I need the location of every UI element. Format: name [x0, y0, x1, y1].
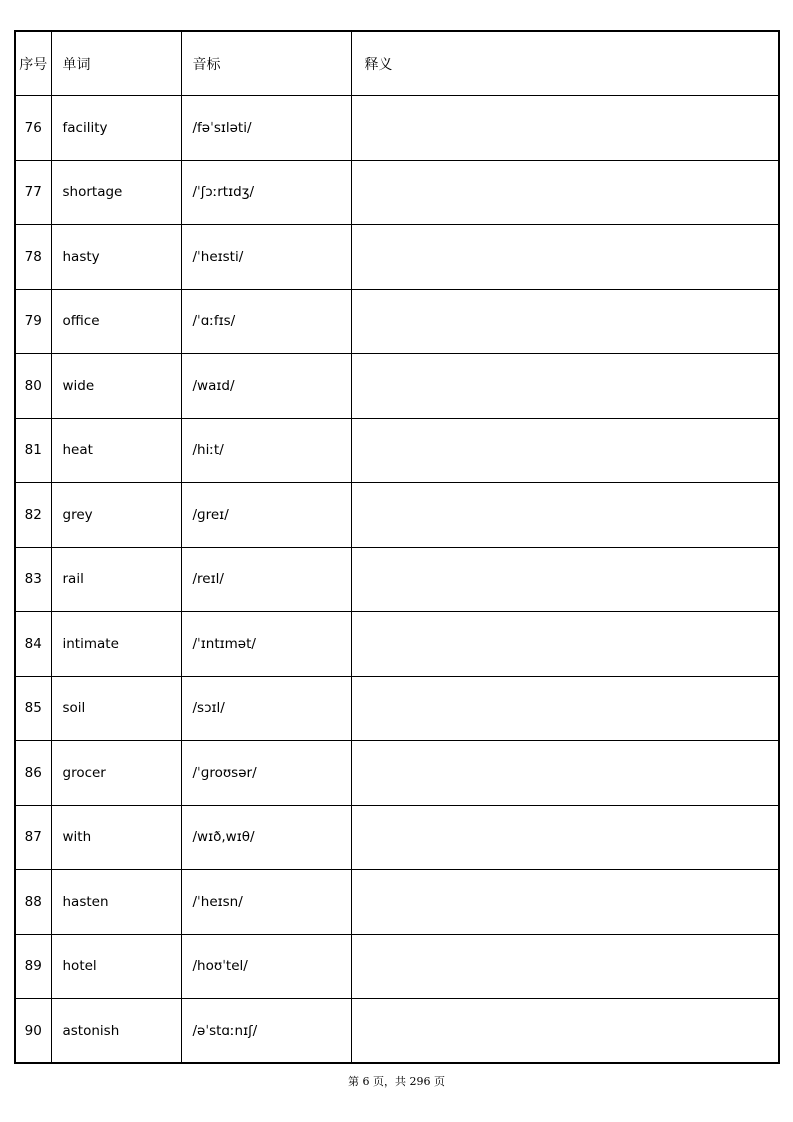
word-definition	[351, 805, 779, 870]
word-number: 90	[15, 999, 51, 1064]
table-row	[15, 289, 779, 354]
word-text: grey	[51, 483, 181, 548]
word-number: 76	[15, 96, 51, 161]
word-text: heat	[51, 418, 181, 483]
word-text: hasten	[51, 870, 181, 935]
word-definition	[351, 741, 779, 806]
word-phonetic: /əˈstɑːnɪʃ/	[181, 999, 351, 1064]
word-phonetic: /ˈɪntɪmət/	[181, 612, 351, 677]
word-definition	[351, 612, 779, 677]
table-row	[15, 676, 779, 741]
word-text: facility	[51, 96, 181, 161]
word-number: 77	[15, 160, 51, 225]
word-phonetic: /ɡreɪ/	[181, 483, 351, 548]
word-definition	[351, 354, 779, 419]
word-phonetic: /ˈʃɔːrtɪdʒ/	[181, 160, 351, 225]
word-text: office	[51, 289, 181, 354]
word-number: 85	[15, 676, 51, 741]
table-row	[15, 160, 779, 225]
table-row	[15, 741, 779, 806]
word-text: soil	[51, 676, 181, 741]
table-row	[15, 805, 779, 870]
table-row	[15, 612, 779, 677]
word-text: shortage	[51, 160, 181, 225]
word-definition	[351, 934, 779, 999]
word-definition	[351, 547, 779, 612]
word-text: wide	[51, 354, 181, 419]
word-definition	[351, 289, 779, 354]
word-number: 81	[15, 418, 51, 483]
word-number: 87	[15, 805, 51, 870]
vocabulary-table	[14, 30, 780, 1064]
table-row	[15, 96, 779, 161]
word-number: 88	[15, 870, 51, 935]
word-number: 82	[15, 483, 51, 548]
header-number: 序号	[15, 31, 51, 96]
table-row	[15, 934, 779, 999]
word-phonetic: /fəˈsɪləti/	[181, 96, 351, 161]
header-word: 单词	[51, 31, 181, 96]
table-row	[15, 870, 779, 935]
word-phonetic: /hoʊˈtel/	[181, 934, 351, 999]
word-definition	[351, 96, 779, 161]
word-phonetic: /hiːt/	[181, 418, 351, 483]
word-definition	[351, 418, 779, 483]
word-definition	[351, 999, 779, 1064]
word-phonetic: /ˈheɪsti/	[181, 225, 351, 290]
word-phonetic: /ˈɑːfɪs/	[181, 289, 351, 354]
table-row	[15, 225, 779, 290]
word-text: intimate	[51, 612, 181, 677]
word-phonetic: /waɪd/	[181, 354, 351, 419]
word-definition	[351, 676, 779, 741]
word-text: astonish	[51, 999, 181, 1064]
word-phonetic: /sɔɪl/	[181, 676, 351, 741]
word-text: grocer	[51, 741, 181, 806]
word-phonetic: /reɪl/	[181, 547, 351, 612]
word-definition	[351, 225, 779, 290]
word-phonetic: /wɪð,wɪθ/	[181, 805, 351, 870]
table-row	[15, 547, 779, 612]
word-number: 83	[15, 547, 51, 612]
table-row	[15, 418, 779, 483]
word-text: hasty	[51, 225, 181, 290]
word-text: with	[51, 805, 181, 870]
page-footer: 第 6 页，共 296 页	[348, 1075, 445, 1088]
word-number: 84	[15, 612, 51, 677]
word-number: 78	[15, 225, 51, 290]
word-definition	[351, 483, 779, 548]
word-definition	[351, 160, 779, 225]
word-number: 89	[15, 934, 51, 999]
word-phonetic: /ˈɡroʊsər/	[181, 741, 351, 806]
table-header-row	[15, 31, 779, 96]
header-definition: 释义	[351, 31, 779, 96]
word-text: rail	[51, 547, 181, 612]
word-text: hotel	[51, 934, 181, 999]
word-definition	[351, 870, 779, 935]
table-row	[15, 354, 779, 419]
word-number: 80	[15, 354, 51, 419]
table-row	[15, 483, 779, 548]
header-phonetic: 音标	[181, 31, 351, 96]
word-phonetic: /ˈheɪsn/	[181, 870, 351, 935]
table-row	[15, 999, 779, 1064]
word-number: 86	[15, 741, 51, 806]
word-number: 79	[15, 289, 51, 354]
